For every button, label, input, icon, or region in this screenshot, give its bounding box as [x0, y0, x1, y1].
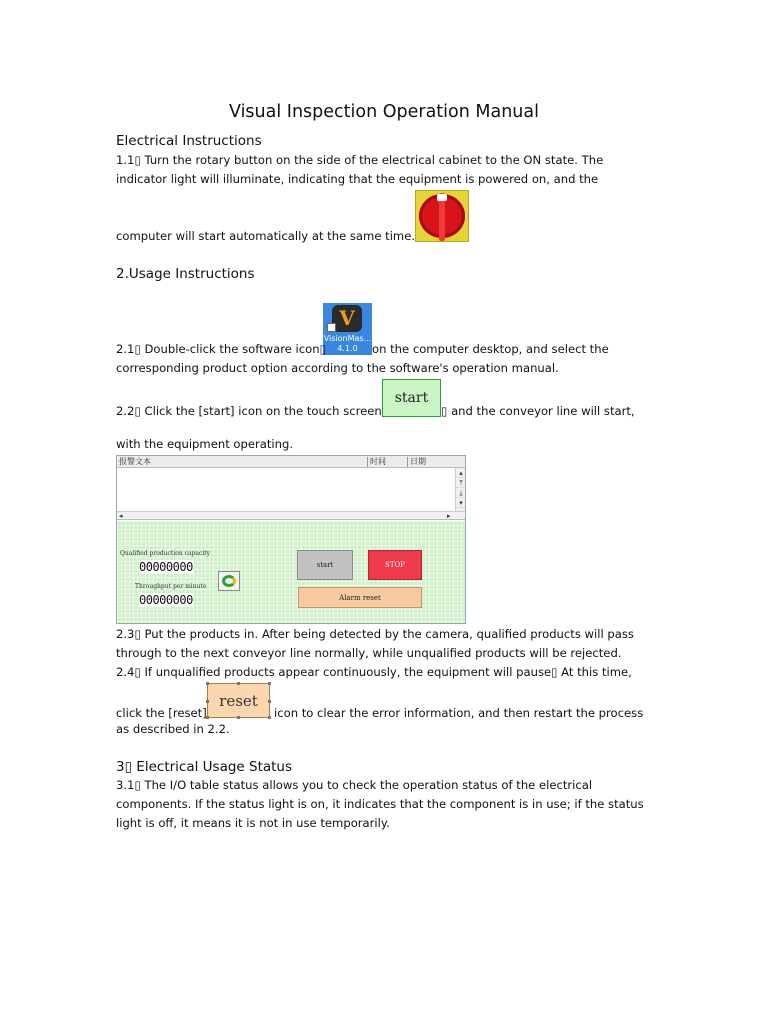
software-desktop-icon	[323, 303, 372, 355]
scroll-down-icon: ▾	[456, 498, 466, 508]
vertical-scrollbar	[455, 468, 465, 511]
paragraph-line: as described in 2.2.	[116, 722, 230, 736]
paragraph-line: ▯ and the conveyor line will start,	[441, 404, 635, 418]
paragraph-line: light is off, it means it is not in use temporarily.	[116, 816, 390, 830]
scroll-up-icon: ▴	[456, 468, 466, 478]
horizontal-scrollbar	[117, 511, 465, 520]
scroll-bottom-icon: ⤓	[456, 488, 466, 498]
paragraph-line: on the computer desktop, and select the	[372, 342, 609, 356]
paragraph-line: computer will start automatically at the same time.	[116, 229, 416, 243]
rotary-knob-indicator	[437, 194, 447, 201]
alarm-text-column: 报警文本	[119, 457, 151, 466]
touch-panel-screenshot	[116, 455, 466, 624]
paragraph-line: 2.3▯ Put the products in. After being detected by the camera, qualified products will pass	[116, 627, 634, 641]
section-heading-status: 3▯ Electrical Usage Status	[116, 759, 293, 775]
panel-stop-button: STOP	[368, 550, 422, 580]
refresh-icon	[218, 571, 240, 591]
rotary-switch-image	[415, 190, 469, 242]
throughput-caption: Throughput per minute	[135, 583, 207, 590]
alarm-list	[117, 468, 455, 511]
paragraph-line: indicator light will illuminate, indicating that the equipment is powered on, and the	[116, 172, 599, 186]
software-logo-icon: V	[332, 305, 362, 332]
page-title: Visual Inspection Operation Manual	[228, 102, 539, 122]
paragraph-line: 2.2▯ Click the [start] icon on the touch screen	[116, 404, 382, 418]
shortcut-arrow-icon	[327, 323, 336, 332]
paragraph-line: click the [reset]	[116, 706, 207, 720]
qualified-capacity-counter: 00000000	[139, 560, 193, 574]
panel-alarm-reset-button: Alarm reset	[298, 587, 422, 608]
paragraph-line: components. If the status light is on, it indicates that the component is in use; if the status	[116, 797, 644, 811]
software-icon-label: VisionMas...	[323, 334, 372, 343]
throughput-counter: 00000000	[139, 593, 193, 607]
date-column: 日期	[410, 457, 426, 466]
time-column: 时间	[370, 457, 386, 466]
scroll-right-icon: ▸	[447, 512, 451, 520]
paragraph-line: 1.1▯ Turn the rotary button on the side of the electrical cabinet to the ON state. The	[116, 153, 604, 167]
section-heading-usage: 2.Usage Instructions	[116, 266, 255, 282]
section-heading-electrical: Electrical Instructions	[116, 133, 262, 149]
qualified-capacity-caption: Qualified production capacity	[120, 550, 211, 557]
reset-icon-image: reset	[207, 683, 270, 718]
paragraph-line: 2.4▯ If unqualified products appear continuously, the equipment will pause▯ At this time,	[116, 665, 632, 679]
paragraph-line: through to the next conveyor line normally, while unqualified products will be rejected.	[116, 646, 622, 660]
start-icon-image: start	[382, 379, 441, 417]
scroll-left-icon: ◂	[119, 512, 123, 520]
paragraph-line: icon to clear the error information, and then restart the process	[274, 706, 644, 720]
paragraph-line: 3.1▯ The I/O table status allows you to check the operation status of the electrical	[116, 778, 593, 792]
paragraph-line: corresponding product option according to the software's operation manual.	[116, 361, 559, 375]
paragraph-line: with the equipment operating.	[116, 437, 294, 451]
scroll-top-icon: ⤒	[456, 478, 466, 488]
software-icon-version: 4.1.0	[337, 344, 358, 353]
panel-start-button: start	[297, 550, 353, 580]
alarm-table-header	[117, 456, 465, 468]
paragraph-line: 2.1▯ Double-click the software icon▯	[116, 342, 326, 356]
